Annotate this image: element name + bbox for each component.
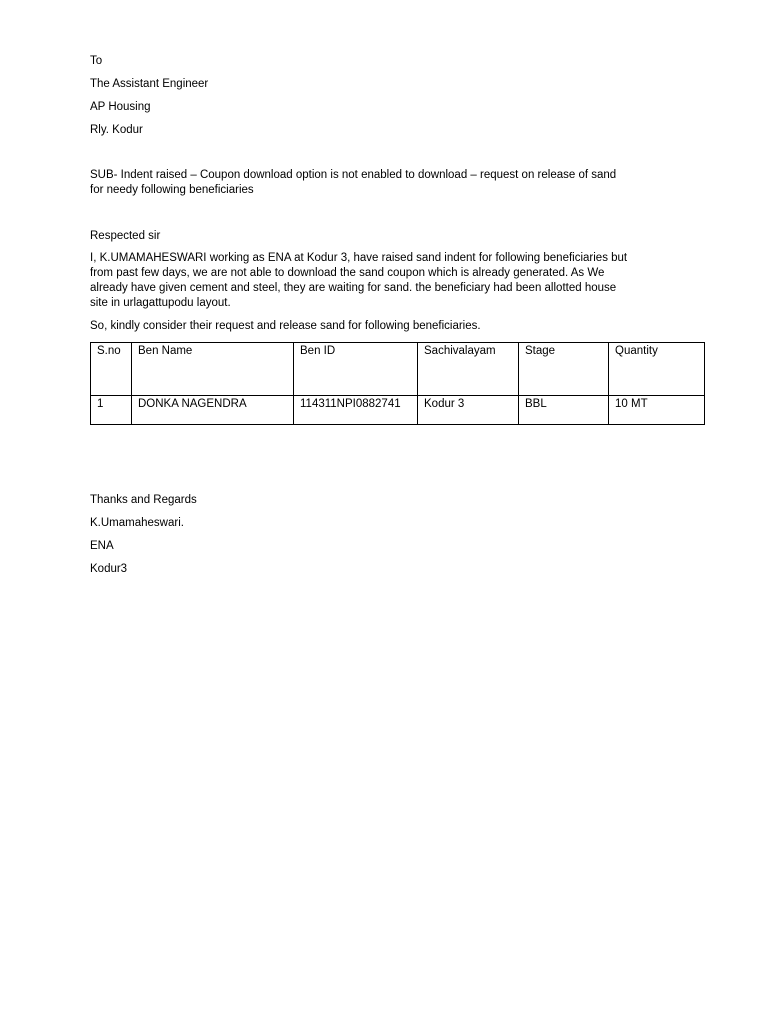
body-line-4: site in urlagattupodu layout. [90,297,231,309]
subject-line-2: for needy following beneficiaries [90,184,254,196]
cell-sachivalayam: Kodur 3 [418,396,519,425]
cell-sno: 1 [91,396,132,425]
table-header-row [91,343,705,396]
address-to: To [90,55,103,67]
header-sachivalayam: Sachivalayam [418,343,519,396]
body-paragraph [90,251,690,311]
header-quantity: Quantity [609,343,705,396]
header-sno: S.no [91,343,132,396]
header-ben-name: Ben Name [132,343,294,396]
subject-line [90,168,690,198]
signatory-place: Kodur3 [90,563,128,575]
address-recipient: The Assistant Engineer [90,78,209,90]
body-line-3: already have given cement and steel, they are waiting for sand. the beneficiary had been allotted house [90,282,617,294]
cell-stage: BBL [519,396,609,425]
address-department: AP Housing [90,101,151,113]
salutation: Respected sir [90,230,161,242]
address-location: Rly. Kodur [90,124,143,136]
closing-regards: Thanks and Regards [90,494,197,506]
table-row [91,396,705,425]
body-line-2: from past few days, we are not able to download the sand coupon which is already generated. As We [90,267,605,279]
header-ben-id: Ben ID [294,343,418,396]
header-stage: Stage [519,343,609,396]
request-line: So, kindly consider their request and release sand for following beneficiaries. [90,320,481,332]
signatory-designation: ENA [90,540,114,552]
beneficiary-table [90,342,705,425]
subject-line-1: SUB- Indent raised – Coupon download option is not enabled to download – request on release of sand [90,169,617,181]
signatory-name: K.Umamaheswari. [90,517,184,529]
body-line-1: I, K.UMAMAHESWARI working as ENA at Kodur 3, have raised sand indent for following beneficiaries but [90,252,628,264]
cell-ben-name: DONKA NAGENDRA [132,396,294,425]
cell-ben-id: 114311NPI0882741 [294,396,418,425]
cell-quantity: 10 MT [609,396,705,425]
